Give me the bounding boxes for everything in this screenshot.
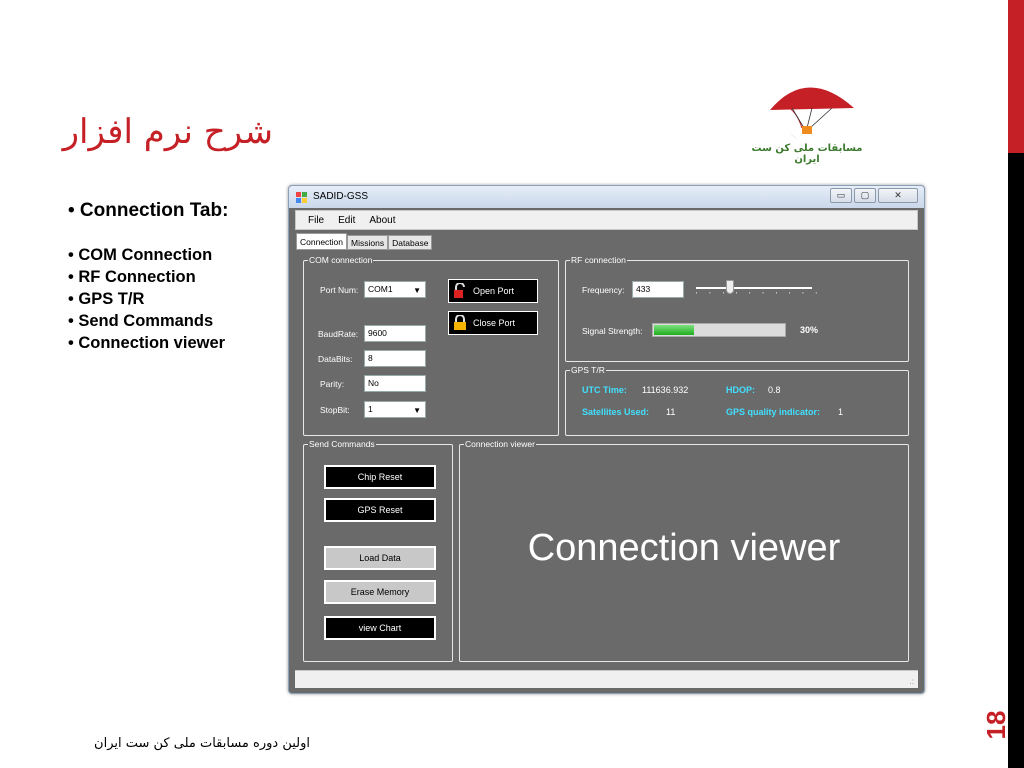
edge-bar-red	[1008, 0, 1024, 153]
gps-group	[565, 365, 909, 436]
group-title: RF connection	[571, 255, 626, 265]
parity-label: Parity:	[320, 379, 345, 389]
minimize-button[interactable]: ▭	[830, 188, 852, 203]
menu-file[interactable]: File	[308, 214, 325, 226]
slider-ticks: ' ' ' ' ' ' ' ' ' '	[696, 292, 822, 299]
view-chart-button[interactable]: view Chart	[324, 616, 436, 640]
frequency-field[interactable]: 433	[632, 281, 684, 298]
baudrate-field[interactable]: 9600	[364, 325, 426, 342]
lock-icon	[453, 315, 467, 331]
group-title: Send Commands	[309, 439, 375, 449]
connection-viewer-group	[459, 439, 909, 662]
utc-label: UTC Time:	[582, 385, 627, 395]
satellites-label: Satellites Used:	[582, 407, 650, 417]
gps-quality-label: GPS quality indicator:	[726, 407, 821, 417]
window-title: SADID-GSS	[313, 191, 369, 202]
open-port-button[interactable]	[448, 279, 538, 303]
bullet-item: • Connection viewer	[68, 334, 226, 352]
utc-value: 111636.932	[642, 385, 689, 395]
menu-about[interactable]: About	[369, 214, 396, 226]
send-commands-group	[303, 439, 453, 662]
bullet-item: • GPS T/R	[68, 290, 145, 308]
com-connection-group	[303, 255, 559, 436]
status-bar	[295, 670, 918, 688]
menu-edit[interactable]: Edit	[338, 214, 356, 226]
app-window	[288, 185, 925, 694]
port-select[interactable]	[364, 281, 426, 298]
window-controls	[828, 188, 918, 203]
logo-text: مسابقات ملی کن ست ایران	[751, 143, 863, 165]
stopbit-label: StopBit:	[320, 405, 350, 415]
rf-connection-group	[565, 255, 909, 362]
group-title: GPS T/R	[571, 365, 605, 375]
signal-percent: 30%	[800, 325, 819, 335]
resize-grip-icon[interactable]: .:	[909, 677, 914, 686]
close-port-button[interactable]	[448, 311, 538, 335]
tab-strip	[296, 235, 432, 250]
bullet-item: • RF Connection	[68, 268, 196, 286]
signal-progress-bar	[652, 323, 786, 337]
erase-memory-button[interactable]: Erase Memory	[324, 580, 436, 604]
stopbit-select[interactable]	[364, 401, 426, 418]
signal-label: Signal Strength:	[582, 326, 643, 336]
chip-reset-button[interactable]: Chip Reset	[324, 465, 436, 489]
group-title: Connection viewer	[465, 439, 535, 449]
close-button[interactable]: ✕	[878, 188, 918, 203]
databits-label: DataBits:	[318, 354, 353, 364]
footer-text: اولین دوره مسابقات ملی کن ست ایران	[94, 736, 310, 751]
parity-field[interactable]: No	[364, 375, 426, 392]
bullets-heading: • Connection Tab:	[68, 200, 229, 221]
close-port-label: Close Port	[473, 318, 516, 328]
frequency-label: Frequency:	[582, 285, 625, 295]
databits-field[interactable]: 8	[364, 350, 426, 367]
slide-title: شرح نرم افزار	[62, 112, 273, 152]
title-bar[interactable]	[289, 186, 924, 208]
hdop-value: 0.8	[768, 385, 781, 395]
app-icon	[296, 192, 307, 203]
stopbit-value: 1	[368, 404, 373, 414]
menu-bar	[295, 210, 918, 230]
bullet-item: • COM Connection	[68, 246, 213, 264]
port-label: Port Num:	[320, 285, 359, 295]
signal-progress-fill	[654, 325, 694, 335]
load-data-button[interactable]: Load Data	[324, 546, 436, 570]
frequency-slider-track[interactable]	[696, 287, 812, 289]
connection-viewer-text: Connection viewer	[527, 527, 841, 569]
gps-reset-button[interactable]: GPS Reset	[324, 498, 436, 522]
edge-bar-black	[1008, 153, 1024, 768]
page-number: 18	[981, 710, 1011, 740]
hdop-label: HDOP:	[726, 385, 755, 395]
tab-database[interactable]: Database	[388, 235, 432, 250]
port-value: COM1	[368, 284, 393, 294]
baudrate-label: BaudRate:	[318, 329, 359, 339]
tab-missions[interactable]: Missions	[347, 235, 388, 250]
open-port-label: Open Port	[473, 286, 515, 296]
bullet-list	[68, 200, 283, 354]
group-title: COM connection	[309, 255, 373, 265]
unlock-icon	[453, 283, 467, 299]
gps-quality-value: 1	[838, 407, 844, 417]
tab-connection[interactable]: Connection	[296, 233, 347, 250]
satellites-value: 11	[666, 407, 676, 417]
dropdown-arrow-icon: ▼	[413, 286, 421, 295]
dropdown-arrow-icon: ▼	[413, 406, 421, 415]
bullet-item: • Send Commands	[68, 312, 214, 330]
maximize-button[interactable]: ▢	[854, 188, 876, 203]
